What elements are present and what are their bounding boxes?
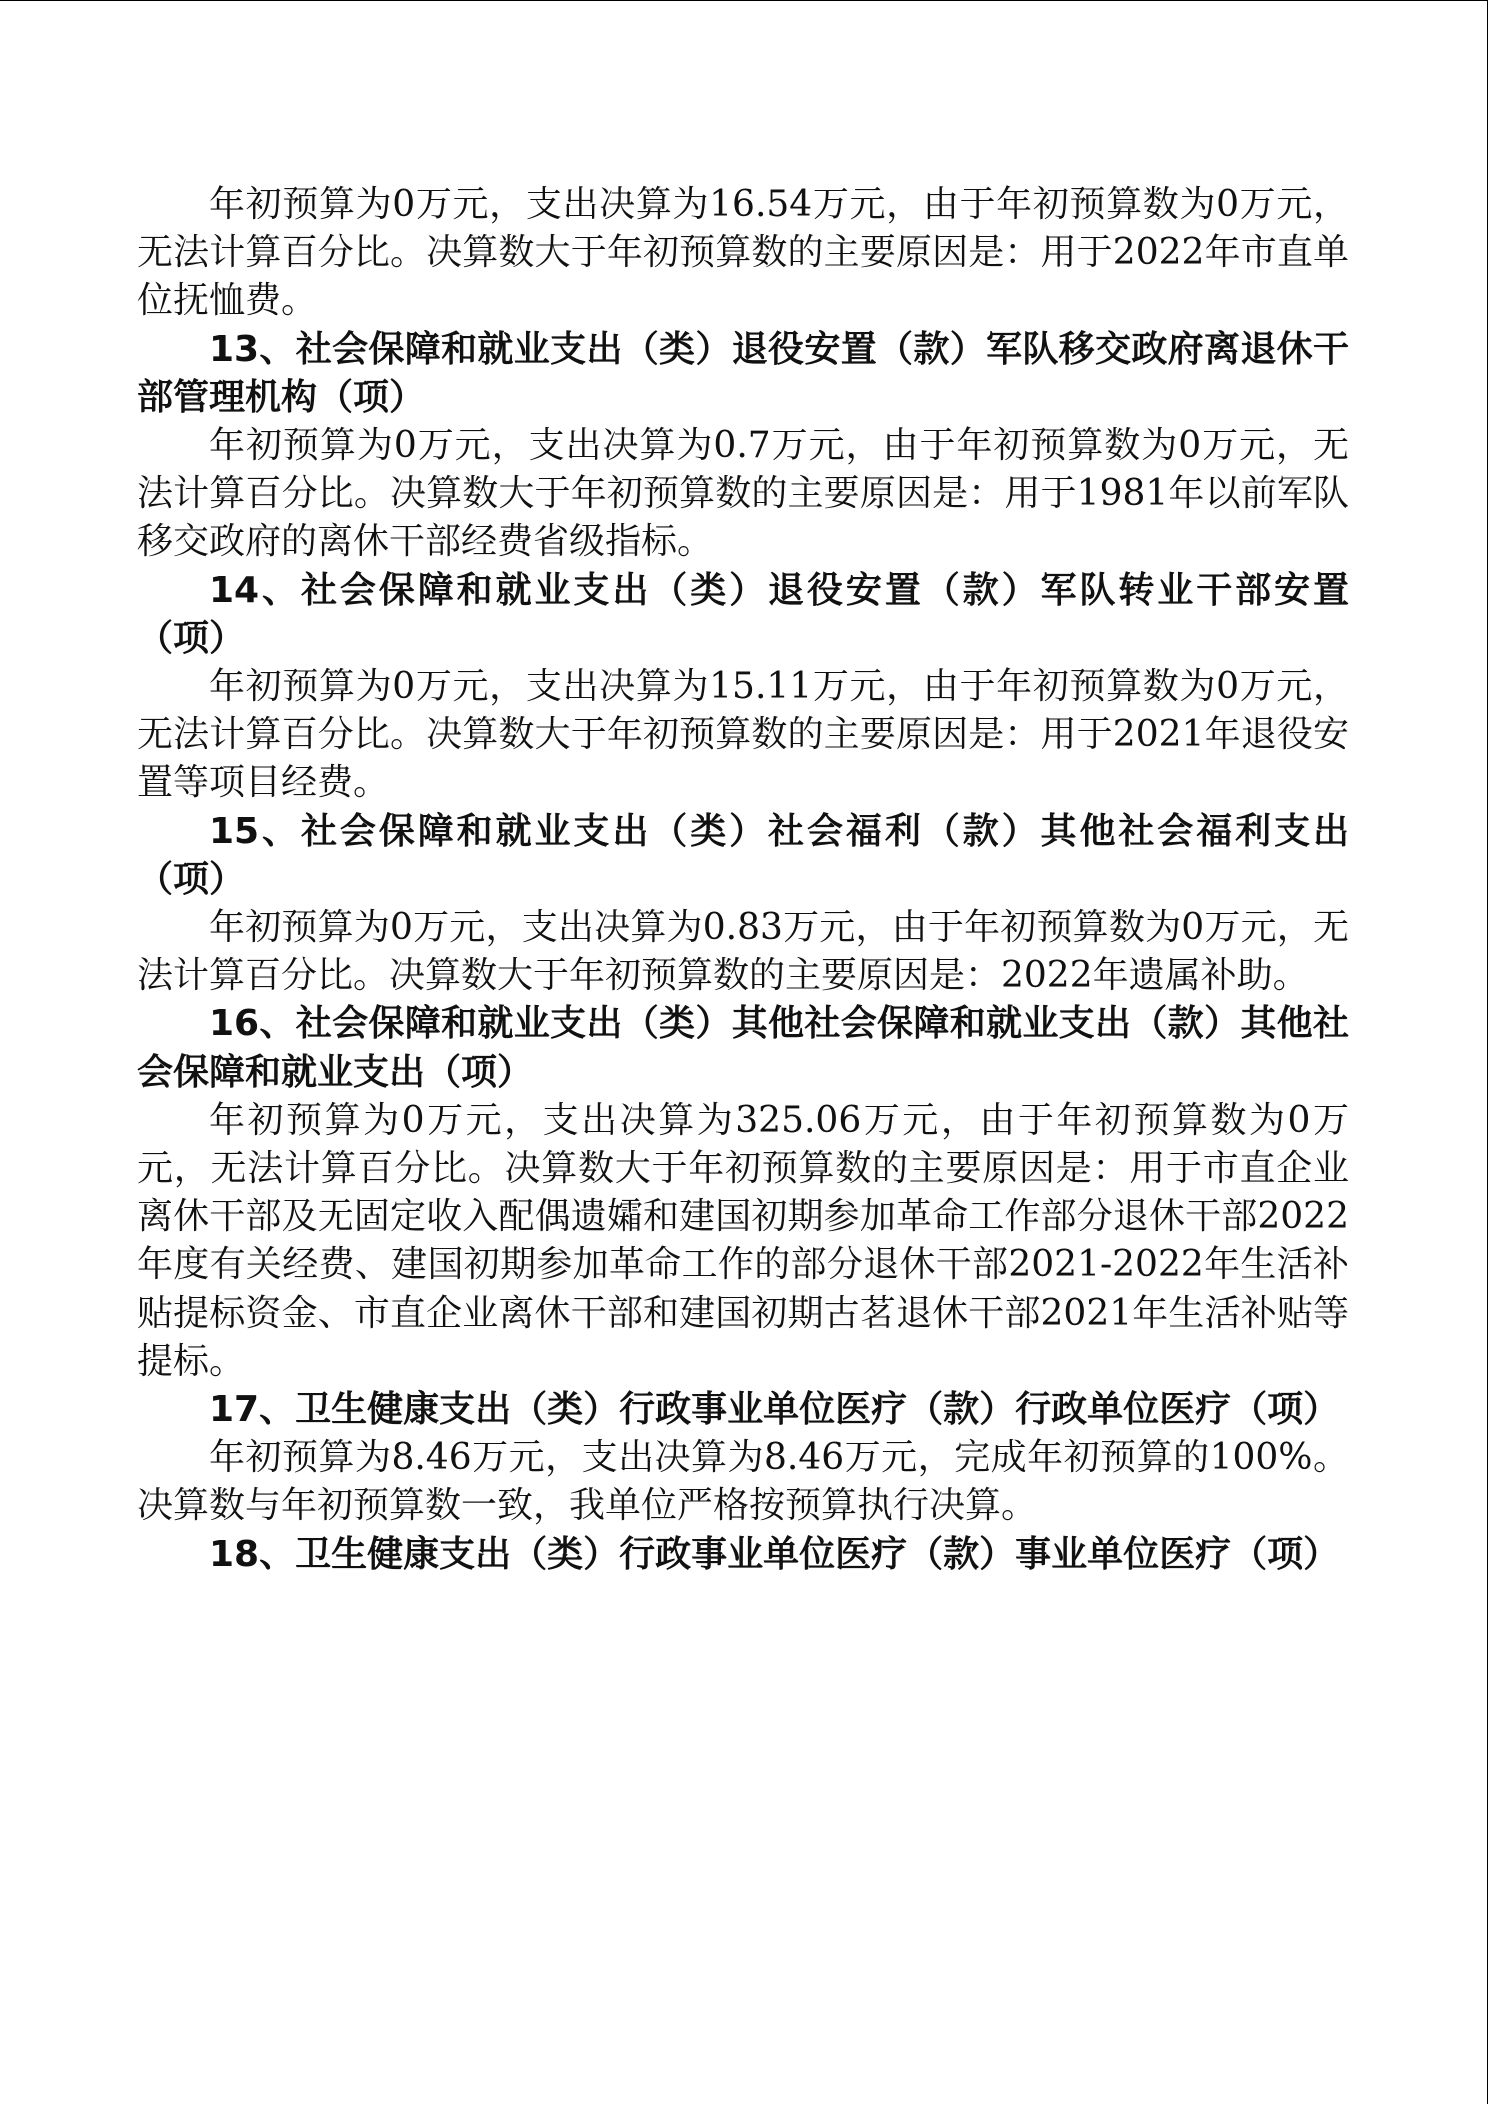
section-heading-14: 14、社会保障和就业支出（类）退役安置（款）军队转业干部安置（项） (137, 569, 1349, 659)
body-paragraph: 年初预算为0万元，支出决算为0.7万元，由于年初预算数为0万元，无法计算百分比。决算数大于年初预算数的主要原因是：用于1981年以前军队移交政府的离休干部经费省级指标。 (137, 425, 1349, 563)
document-body (137, 181, 1349, 1579)
body-paragraph: 年初预算为0万元，支出决算为15.11万元，由于年初预算数为0万元，无法计算百分比。决算数大于年初预算数的主要原因是：用于2021年退役安置等项目经费。 (137, 666, 1349, 804)
section-heading-16: 16、社会保障和就业支出（类）其他社会保障和就业支出（款）其他社会保障和就业支出（项） (137, 1003, 1349, 1093)
body-paragraph: 年初预算为0万元，支出决算为0.83万元，由于年初预算数为0万元，无法计算百分比。决算数大于年初预算数的主要原因是：2022年遗属补助。 (137, 907, 1349, 997)
body-paragraph: 年初预算为0万元，支出决算为325.06万元，由于年初预算数为0万元，无法计算百分比。决算数大于年初预算数的主要原因是：用于市直企业离休干部及无固定收入配偶遗孀和建国初期参加革命工作部分退休干部2022年度有关经费、建国初期参加革命工作的部分退休干部2021-2022年生活补贴提标资金、市直企业离休干部和建国初期古茗退休干部2021年生活补贴等提标。 (137, 1099, 1349, 1382)
body-paragraph: 年初预算为0万元，支出决算为16.54万元，由于年初预算数为0万元，无法计算百分比。决算数大于年初预算数的主要原因是：用于2022年市直单位抚恤费。 (137, 184, 1349, 322)
body-paragraph: 年初预算为8.46万元，支出决算为8.46万元，完成年初预算的100%。决算数与年初预算数一致，我单位严格按预算执行决算。 (137, 1437, 1349, 1527)
section-heading-18: 18、卫生健康支出（类）行政事业单位医疗（款）事业单位医疗（项） (209, 1533, 1340, 1575)
section-heading-17: 17、卫生健康支出（类）行政事业单位医疗（款）行政单位医疗（项） (209, 1389, 1340, 1431)
section-heading-15: 15、社会保障和就业支出（类）社会福利（款）其他社会福利支出（项） (137, 810, 1349, 900)
section-heading-13: 13、社会保障和就业支出（类）退役安置（款）军队移交政府离退休干部管理机构（项） (137, 328, 1349, 418)
